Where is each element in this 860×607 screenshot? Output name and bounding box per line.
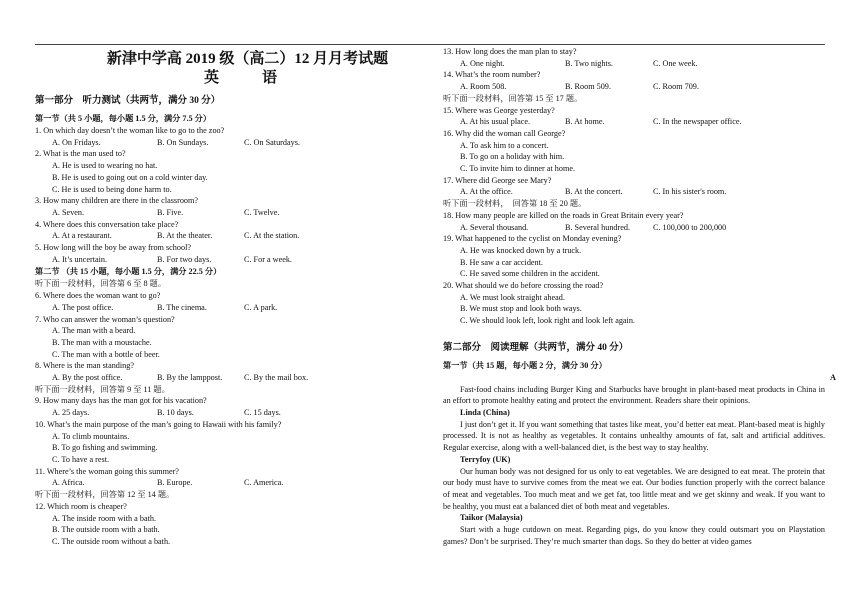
- option-b: B. The man with a moustache.: [52, 337, 152, 347]
- listening-instruction: 听下面一段材料，回答第 9 至 11 题。: [35, 384, 170, 394]
- option-b: B. The outside room with a bath.: [52, 525, 160, 535]
- question-stem: 8. Where is the man standing?: [35, 361, 134, 371]
- left-column: [35, 50, 430, 548]
- question-stem: 15. Where was George yesterday?: [443, 105, 555, 115]
- option-b: B. By the lamppost.: [157, 373, 223, 383]
- option-b: B. He is used to going out on a cold winter day.: [52, 172, 208, 182]
- option-a: A. He was knocked down by a truck.: [460, 245, 582, 255]
- option-a: A. The inside room with a bath.: [52, 513, 156, 523]
- passage-intro: Fast-food chains including Burger King and Starbucks have brought in plant-based meat products in China in an effort to promote healthy eating and protect the environment. Readers share their opinions.: [443, 384, 825, 406]
- option-b: B. To go fishing and swimming.: [52, 443, 158, 453]
- option-c: C. 15 days.: [244, 408, 281, 418]
- comment-paragraph: I just don’t get it. If you want something that tastes like meat, you’d better eat meat. Plant-based meat is highly processed. It is not as healthy as vegetables. It contains unhealthy amounts of fat, salt and artificial additives. Regular exercise, along with a well-balanced diet, is the best way to stay healthy.: [443, 419, 825, 453]
- right-column: [443, 46, 836, 547]
- option-a: A. At the office.: [460, 187, 513, 197]
- option-b: B. Europe.: [157, 478, 193, 488]
- question-options: [35, 477, 430, 489]
- question-options: [35, 230, 430, 242]
- commenter-name: Terryfoy (UK): [460, 454, 511, 464]
- question-stem: 4. Where does this conversation take place?: [35, 219, 179, 229]
- question-stem: 3. How many children are there in the classroom?: [35, 196, 199, 206]
- question-options: [35, 137, 430, 149]
- option-a: A. It’s uncertain.: [52, 254, 108, 264]
- option-c: C. At the station.: [244, 231, 300, 241]
- option-b: B. He saw a car accident.: [460, 257, 543, 267]
- question-options: [35, 254, 430, 266]
- option-c: C. He is used to being done harm to.: [52, 184, 172, 194]
- listening-instruction: 听下面一段材料， 回答第 18 至 20 题。: [443, 199, 587, 209]
- question-options: [443, 81, 825, 93]
- option-b: B. To go on a holiday with him.: [460, 152, 565, 162]
- option-b: B. At home.: [565, 117, 605, 127]
- option-a: A. By the post office.: [52, 373, 123, 383]
- option-b: B. We must stop and look both ways.: [460, 304, 582, 314]
- option-a: A. At his usual place.: [460, 117, 531, 127]
- option-c: C. We should look left, look right and look left again.: [460, 316, 635, 326]
- option-b: B. At the concert.: [565, 187, 623, 197]
- option-c: C. The outside room without a bath.: [52, 536, 171, 546]
- question-stem: 12. Which room is cheaper?: [35, 501, 127, 511]
- question-stem: 18. How many people are killed on the roads in Great Britain every year?: [443, 210, 684, 220]
- option-a: A. Seven.: [52, 207, 85, 217]
- question-options: [443, 58, 825, 70]
- question-stem: 2. What is the man used to?: [35, 149, 126, 159]
- part1-section2: 第二节 （共 15 小题，每小题 1.5 分，满分 22.5 分）: [35, 267, 222, 277]
- question-options: [443, 222, 825, 234]
- part2-section1: 第一节（共 15 题，每小题 2 分，满分 30 分）: [443, 360, 607, 370]
- commenter-name: Taikor (Malaysia): [460, 513, 523, 523]
- question-options: [35, 407, 430, 419]
- question-stem: 9. How many days has the man got for his vacation?: [35, 396, 207, 406]
- option-c: C. A park.: [244, 302, 278, 312]
- option-c: C. To invite him to dinner at home.: [460, 164, 576, 174]
- question-stem: 20. What should we do before crossing the road?: [443, 281, 604, 291]
- option-c: C. 100,000 to 200,000: [653, 222, 727, 232]
- option-a: A. To ask him to a concert.: [460, 140, 549, 150]
- option-c: C. To have a rest.: [52, 454, 110, 464]
- question-stem: 1. On which day doesn’t the woman like to go to the zoo?: [35, 126, 225, 135]
- commenter-name: Linda (China): [460, 407, 510, 417]
- question-stem: 7. Who can answer the woman’s question?: [35, 314, 175, 324]
- question-stem: 10. What’s the main purpose of the man’s going to Hawaii with his family?: [35, 419, 282, 429]
- option-c: C. Room 709.: [653, 82, 699, 92]
- option-a: A. The post office.: [52, 302, 114, 312]
- option-c: C. Twelve.: [244, 207, 280, 217]
- option-a: A. 25 days.: [52, 408, 90, 418]
- question-options: [443, 186, 825, 198]
- option-a: A. Room 508.: [460, 82, 507, 92]
- option-c: C. In his sister's room.: [653, 187, 727, 197]
- question-options: [35, 302, 430, 314]
- option-c: C. By the mail box.: [244, 373, 309, 383]
- option-b: B. Room 509.: [565, 82, 611, 92]
- option-b: B. Two nights.: [565, 58, 613, 68]
- exam-title: 新津中学高 2019 级（高二）12 月月考试题: [106, 51, 389, 67]
- option-c: C. For a week.: [244, 254, 292, 264]
- option-a: A. He is used to wearing no hat.: [52, 161, 158, 171]
- option-b: B. For two days.: [157, 254, 212, 264]
- listening-instruction: 听下面一段材料，回答第 12 至 14 题。: [35, 490, 175, 500]
- question-stem: 14. What’s the room number?: [443, 70, 541, 80]
- question-stem: 17. Where did George see Mary?: [443, 175, 552, 185]
- option-b: B. Five.: [157, 207, 184, 217]
- question-stem: 5. How long will the boy be away from school?: [35, 243, 191, 253]
- option-a: A. Africa.: [52, 478, 85, 488]
- option-c: C. On Saturdays.: [244, 137, 300, 147]
- part1-title: 第一部分 听力测试（共两节，满分 30 分）: [35, 96, 221, 106]
- question-options: [443, 116, 825, 128]
- listening-instruction: 听下面一段材料，回答第 6 至 8 题。: [35, 279, 167, 289]
- question-options: [35, 207, 430, 219]
- listening-instruction: 听下面一段材料，回答第 15 至 17 题。: [443, 93, 583, 103]
- option-c: C. One week.: [653, 58, 698, 68]
- question-stem: 19. What happened to the cyclist on Monday evening?: [443, 234, 622, 244]
- option-a: A. Several thousand.: [460, 222, 529, 232]
- question-stem: 11. Where’s the woman going this summer?: [35, 466, 179, 476]
- comment-paragraph: Our human body was not designed for us only to eat vegetables. We are designed to eat meat. The protein that our body must have to survive comes from the meat we eat. Our bodies function properly with the correct balance of meat and vegetables. Too much meat and we get fat, too little meat and we get skinny and weak. If you want to be healthy, you must eat a balanced diet of both meat and vegetables.: [443, 466, 825, 511]
- comment-paragraph: Start with a huge cutdown on meat. Regarding pigs, do you know they could outsmart you on Playstation games? Don’t be surprised. They’re much smarter than dogs. So they do better at video games: [443, 525, 825, 546]
- header-rule: [35, 44, 825, 45]
- option-c: C. America.: [244, 478, 284, 488]
- option-b: B. 10 days.: [157, 408, 194, 418]
- option-a: A. One night.: [460, 58, 505, 68]
- exam-subject: 英 语: [203, 70, 291, 86]
- question-stem: 13. How long does the man plan to stay?: [443, 47, 577, 56]
- passage-letter: A: [830, 372, 836, 382]
- option-b: B. Several hundred.: [565, 222, 631, 232]
- question-options: [35, 372, 430, 384]
- option-a: A. The man with a beard.: [52, 326, 136, 336]
- option-b: B. On Sundays.: [157, 137, 209, 147]
- option-b: B. The cinema.: [157, 302, 207, 312]
- option-c: C. He saved some children in the accident.: [460, 269, 600, 279]
- option-c: C. The man with a bottle of beer.: [52, 349, 160, 359]
- question-stem: 6. Where does the woman want to go?: [35, 291, 161, 301]
- option-a: A. We must look straight ahead.: [460, 292, 565, 302]
- option-a: A. At a restaurant.: [52, 231, 112, 241]
- part2-title: 第二部分 阅读理解（共两节，满分 40 分）: [443, 342, 629, 353]
- option-b: B. At the theater.: [157, 231, 213, 241]
- option-a: A. To climb mountains.: [52, 431, 130, 441]
- question-stem: 16. Why did the woman call George?: [443, 128, 566, 138]
- option-c: C. In the newspaper office.: [653, 117, 742, 127]
- part1-section1: 第一节（共 5 小题，每小题 1.5 分，满分 7.5 分）: [35, 114, 212, 123]
- option-a: A. On Fridays.: [52, 137, 101, 147]
